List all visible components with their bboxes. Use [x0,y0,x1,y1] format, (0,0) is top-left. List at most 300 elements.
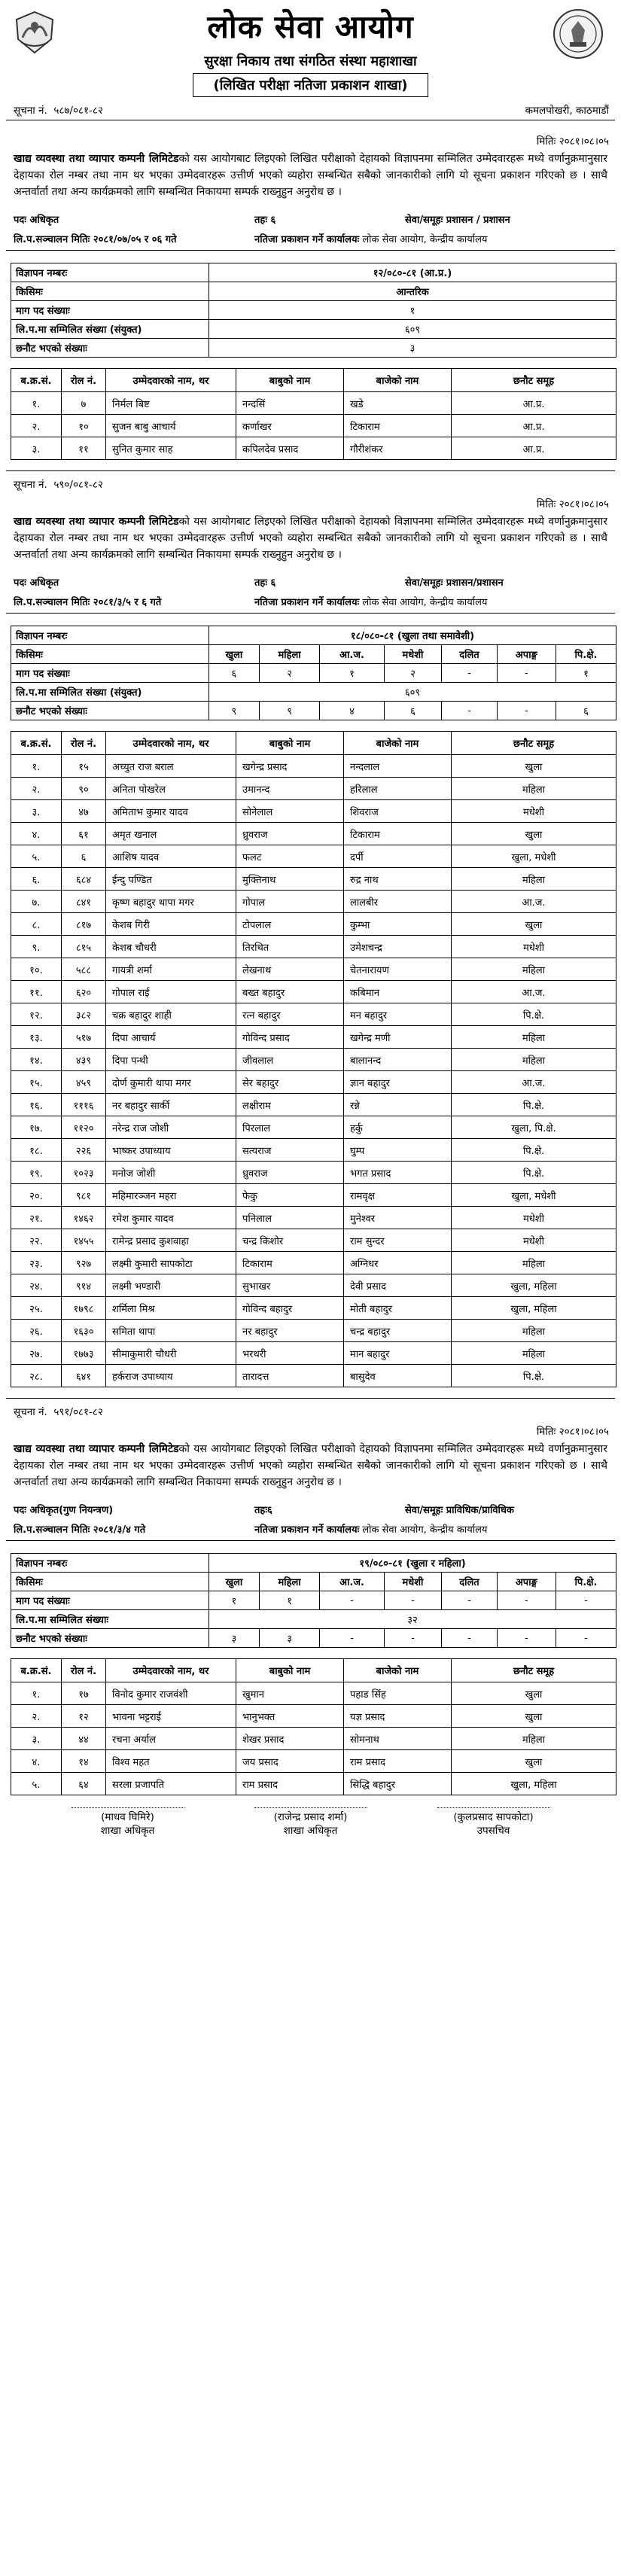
table-cell: खुला [452,1750,616,1773]
table-cell: ४३९ [62,1049,106,1071]
type-row [11,1573,616,1591]
group-header: पि.क्षे. [556,1573,616,1591]
results-header-row [11,1659,616,1682]
results-table [11,1658,616,1795]
table-cell: टोपलाल [236,913,344,936]
table-cell: १. [11,392,62,415]
table-cell: महिला [452,958,616,981]
table-cell: ज्ञान बहादुर [344,1071,452,1094]
posts-cell: - [556,1591,616,1610]
table-cell: खुमान [236,1682,344,1705]
table-cell: आशिष यादव [106,845,236,868]
table-cell: शिवराज [344,800,452,823]
table-cell: कबिमान [344,981,452,1003]
posts-label: माग पद संख्याः [11,301,209,320]
advertisement-info-table [11,263,616,358]
exam-info-row [6,589,615,614]
exam-info-row [6,226,615,251]
table-cell: आ.ज. [452,1071,616,1094]
post: पदः अधिकृत(गुण नियन्त्रण) [14,1505,114,1516]
table-cell: अमिताभ कुमार यादव [106,800,236,823]
table-cell: बासुदेव [344,1365,452,1387]
table-cell: ४. [11,1750,62,1773]
table-cell: महिला [452,1320,616,1342]
table-row [11,1184,616,1207]
participants-row [11,683,616,702]
selected-cell: - [442,702,498,720]
table-cell: देवी प्रसाद [344,1274,452,1297]
participants-label: लि.प.मा सम्मिलित संख्याः [11,1610,209,1629]
table-cell: राम प्रसाद [236,1773,344,1795]
table-cell: मुक्तिनाथ [236,868,344,891]
table-cell: १४ [62,1750,106,1773]
level: तहः६ [254,1505,272,1516]
table-cell: उमेशचन्द्र [344,936,452,958]
table-cell: गोपाल [236,891,344,913]
type-label: किसिमः [11,1573,209,1591]
table-row [11,1229,616,1252]
company-name: खाद्य व्यवस्था तथा व्यापार कम्पनी लिमिटेड [14,153,179,165]
posts-cell: - [442,664,498,683]
selected-row [11,1629,616,1648]
table-cell: २३. [11,1252,62,1274]
column-header: रोल नं. [62,732,106,755]
table-row [11,755,616,778]
table-cell: दर्पी [344,845,452,868]
result-office-label: नतिजा प्रकाशन गर्ने कार्यालयः [254,234,360,245]
table-cell: पि.क्षे. [452,1094,616,1116]
type-row [11,645,616,664]
selected-row [11,702,616,720]
table-cell: बालानन्द [344,1049,452,1071]
table-cell: रत्न बहादुर [236,1003,344,1026]
table-row [11,1094,616,1116]
table-row [11,891,616,913]
selected-cell: - [556,1629,616,1648]
selected-cell: ९ [259,702,320,720]
table-cell: विश्व महत [106,1750,236,1773]
table-cell: आ.प्र. [452,415,616,437]
table-cell: सोनेलाल [236,800,344,823]
adv-value: १८/०८०-८१ (खुला तथा समावेशी) [209,626,616,645]
psc-seal-icon [552,8,604,60]
level: तहः ६ [254,577,276,589]
table-cell: भाष्कर उपाध्याय [106,1139,236,1162]
selected-cell: - [497,1629,556,1648]
adv-label: विज्ञापन नम्बरः [11,263,209,282]
table-cell: अग्निधर [344,1252,452,1274]
table-cell: केशब गिरी [106,913,236,936]
table-cell: खुला, महिला [452,1297,616,1320]
notice-body [6,1438,615,1490]
notice-body-text: को यस आयोगबाट लिइएको लिखित परीक्षाको देहायको विज्ञापनमा सम्मिलित उम्मेदवारहरू मध्ये वर्णानुक्रमानुसार देहायका रोल नम्बर तथा नाम थर भएका उम्मेदवारहरू उत्तीर्ण भएको व्यहोरा सम्बन्धित सबैको जानकारीको लागि यो सूचना प्रकाशन गरिएको छ । साथै अन्तर्वार्ता तथा अन्य कार्यक्रमको लागि सम्बन्धित निकायमा सम्पर्क राख्नुहुन अनुरोध छ । [14,1443,607,1488]
table-cell: ६४ [62,1773,106,1795]
table-row [11,1207,616,1229]
group-header: आ.ज. [320,1573,384,1591]
table-cell: सोमनाथ [344,1728,452,1750]
table-cell: हर्कु [344,1116,452,1139]
table-cell: भगत प्रसाद [344,1162,452,1184]
signature-2: (राजेन्द्र प्रसाद शर्मा) शाखा अधिकृत [254,1807,367,1837]
table-cell: २६. [11,1320,62,1342]
table-cell: ५८८ [62,958,106,981]
exam-info-row [6,1516,615,1541]
selected-cell: ६ [556,702,616,720]
table-row [11,778,616,800]
table-cell: चन्द्र बहादुर [344,1320,452,1342]
column-header: रोल नं. [62,1659,106,1682]
table-cell: २. [11,415,62,437]
table-cell: ३८२ [62,1003,106,1026]
group-header: महिला [259,1573,320,1591]
table-cell: १४६२ [62,1207,106,1229]
table-cell: महिला [452,1728,616,1750]
table-row [11,1026,616,1049]
notice-date: मितिः २०८१।०८।०५ [536,1426,609,1438]
table-cell: चक्र बहादुर शाही [106,1003,236,1026]
post-info-row [6,1490,615,1516]
group-header: खुला [209,645,260,664]
results-table [11,731,616,1387]
table-cell: ३. [11,800,62,823]
table-cell: अमृत खनाल [106,823,236,845]
table-cell: १५ [62,755,106,778]
notice-ref-number: ५९०/०८१-८२ [53,479,103,491]
table-cell: १३. [11,1026,62,1049]
posts-cell: १ [259,1591,320,1610]
table-cell: जीवलाल [236,1049,344,1071]
table-cell: शेखर प्रसाद [236,1728,344,1750]
table-cell: ९२७ [62,1252,106,1274]
posts-cell: १ [320,664,384,683]
table-row [11,415,616,437]
column-header: छनौट समूह [452,732,616,755]
column-header: रोल नं. [62,369,106,392]
table-cell: १७ [62,1682,106,1705]
post: पदः अधिकृत [14,577,59,589]
table-row [11,1071,616,1094]
selected-cell: - [320,1629,384,1648]
table-row [11,437,616,460]
table-cell: महिमारञ्जन महरा [106,1184,236,1207]
posts-cell: ६ [209,664,260,683]
table-cell: रुद्र नाथ [344,868,452,891]
table-cell: टिकाराम [236,1252,344,1274]
table-row [11,800,616,823]
table-cell: १७. [11,1116,62,1139]
table-cell: मनोज जोशी [106,1162,236,1184]
selected-cell: ९ [209,702,260,720]
table-cell: खुला, पि.क्षे. [452,1116,616,1139]
column-header: बाजेको नाम [344,1659,452,1682]
table-cell: हरिलाल [344,778,452,800]
table-cell: गायत्री शर्मा [106,958,236,981]
advertisement-info-table [11,626,616,720]
table-cell: महिला [452,1026,616,1049]
table-cell: ११२० [62,1116,106,1139]
participants-label: लि.प.मा सम्मिलित संख्या (संयुक्त) [11,320,209,339]
group-header: पि.क्षे. [556,645,616,664]
table-row [11,1252,616,1274]
table-row [11,1116,616,1139]
table-cell: १८. [11,1139,62,1162]
posts-cell: १ [209,1591,260,1610]
table-row [11,1728,616,1750]
table-cell: खुला [452,1705,616,1728]
exam-date: लि.प.सञ्चालन मितिः २०८१/३/५ र ६ गते [14,597,162,608]
table-cell: पनिलाल [236,1207,344,1229]
table-cell: ध्रुवराज [236,823,344,845]
table-row [11,981,616,1003]
group-header: अपाङ्ग [497,645,556,664]
table-cell: ५१७ [62,1026,106,1049]
table-cell: लक्ष्मी कुमारी सापकोटा [106,1252,236,1274]
table-cell: खडे [344,392,452,415]
table-cell: १४. [11,1049,62,1071]
table-cell: भावना भट्टराई [106,1705,236,1728]
table-cell: पि.क्षे. [452,1365,616,1387]
table-cell: सत्यराज [236,1139,344,1162]
column-header: बाजेको नाम [344,732,452,755]
table-cell: मधेशी [452,1229,616,1252]
notice-section [6,131,615,494]
table-row [11,1705,616,1728]
table-cell: सरला प्रजापति [106,1773,236,1795]
table-cell: ६२० [62,981,106,1003]
column-header: बाबुको नाम [236,1659,344,1682]
selected-cell: - [442,1629,498,1648]
table-row [11,823,616,845]
result-office-value: लोक सेवा आयोग, केन्द्रीय कार्यालय [362,234,488,245]
table-cell: २०. [11,1184,62,1207]
service-group: सेवा/समूहः प्रशासन / प्रशासन [405,215,510,226]
table-cell: सुभाखर [236,1274,344,1297]
table-cell: महिला [452,1252,616,1274]
service-group: सेवा/समूहः प्रशासन/प्रशासन [405,577,504,589]
notice-ref-line [6,103,615,120]
result-office-value: लोक सेवा आयोग, केन्द्रीय कार्यालय [362,1524,488,1536]
notice-body-text: को यस आयोगबाट लिइएको लिखित परीक्षाको देहायको विज्ञापनमा सम्मिलित उम्मेदवारहरू मध्ये वर्णानुक्रमानुसार देहायका रोल नम्बर तथा नाम थर भएका उम्मेदवारहरू उत्तीर्ण भएको व्यहोरा सम्बन्धित सबैको जानकारीको लागि यो सूचना प्रकाशन गरिएको छ । साथै अन्तर्वार्ता तथा अन्य कार्यक्रमको लागि सम्बन्धित निकायमा सम्पर्क राख्नुहुन अनुरोध छ । [14,516,607,561]
table-cell: ९१४ [62,1274,106,1297]
table-cell: २८. [11,1365,62,1387]
posts-value: १ [209,301,616,320]
posts-row [11,664,616,683]
table-cell: १४५५ [62,1229,106,1252]
table-cell: केशब चौधरी [106,936,236,958]
table-cell: १५. [11,1071,62,1094]
table-cell: कपिलदेव प्रसाद [236,437,344,460]
table-row [11,1139,616,1162]
table-row [11,1297,616,1320]
table-cell: लक्षीराम [236,1094,344,1116]
adv-value: १२/०८०-८१ (आ.प्र.) [209,263,616,282]
table-cell: दोर्ण कुमारी थापा मगर [106,1071,236,1094]
result-office [254,232,607,245]
notice-body [6,510,615,563]
table-cell: हर्कराज उपाध्याय [106,1365,236,1387]
table-cell: ९० [62,778,106,800]
result-office [254,595,607,608]
table-cell: ५. [11,1773,62,1795]
table-cell: पि.क्षे. [452,1162,616,1184]
group-header: खुला [209,1573,260,1591]
table-cell: नर बहादुर [236,1320,344,1342]
column-header: उम्मेदवारको नाम, थर [106,369,236,392]
table-row [11,1320,616,1342]
notice-ref-label: सूचना नं. [14,105,47,117]
table-cell: रामेन्द्र प्रसाद कुशवाहा [106,1229,236,1252]
posts-cell: २ [259,664,320,683]
posts-label: माग पद संख्याः [11,1591,209,1610]
selected-cell: ४ [320,702,384,720]
posts-cell: - [320,1591,384,1610]
results-header-row [11,369,616,392]
table-cell: खगेन्द्र मणी [344,1026,452,1049]
selected-label: छनौट भएको संख्याः [11,339,209,358]
participants-value: ६०९ [209,683,616,702]
table-row [11,1162,616,1184]
table-cell: राम सुन्दर [344,1229,452,1252]
participants-row [11,1610,616,1629]
table-row [11,1274,616,1297]
selected-cell: - [384,1629,441,1648]
service-group: सेवा/समूहः प्राविधिक/प्राविधिक [405,1505,514,1516]
signature-block [6,1807,615,1837]
table-cell: खगेन्द्र प्रसाद [236,755,344,778]
table-cell: भरथरी [236,1342,344,1365]
selected-cell: ३ [259,1629,320,1648]
adv-row [11,626,616,645]
table-cell: आ.ज. [452,891,616,913]
table-cell: २५. [11,1297,62,1320]
table-row [11,392,616,415]
table-cell: ४५९ [62,1071,106,1094]
type-row [11,282,616,301]
table-row [11,1342,616,1365]
table-row [11,845,616,868]
table-cell: मधेशी [452,936,616,958]
table-row [11,1049,616,1071]
group-header: अपाङ्ग [497,1573,556,1591]
table-cell: मुनेश्वर [344,1207,452,1229]
table-cell: राम प्रसाद [344,1750,452,1773]
table-cell: २४. [11,1274,62,1297]
table-cell: खुला [452,755,616,778]
adv-row [11,263,616,282]
result-office [254,1522,607,1536]
notice-ref-number: ५९१/०८१-८२ [53,1406,103,1418]
table-cell: खुला, महिला [452,1274,616,1297]
notice-ref-label: सूचना नं. [14,479,47,491]
table-cell: तारादत्त [236,1365,344,1387]
table-cell: महिला [452,1049,616,1071]
table-cell: ९. [11,936,62,958]
table-cell: ११ [62,437,106,460]
table-cell: ईन्दु पण्डित [106,868,236,891]
posts-cell: - [497,1591,556,1610]
page-subtitle: सुरक्षा निकाय तथा संगठित संस्था महाशाखा [204,53,417,69]
notice-ref-line [6,470,615,494]
table-row [11,958,616,981]
table-cell: तिरथित [236,936,344,958]
posts-cell: २ [384,664,441,683]
type-label: किसिमः [11,645,209,664]
post-info-row [6,563,615,589]
table-cell: मन बहादुर [344,1003,452,1026]
table-cell: १०२३ [62,1162,106,1184]
table-row [11,1773,616,1795]
notice-section [6,1421,615,1795]
table-cell: ३. [11,437,62,460]
exam-date: लि.प.सञ्चालन मितिः २०८१/३/४ गते [14,1524,146,1536]
selected-value: ३ [209,339,616,358]
table-row [11,1750,616,1773]
table-cell: लक्ष्मी भण्डारी [106,1274,236,1297]
table-cell: दिपा पन्थी [106,1049,236,1071]
page-header [6,0,615,131]
table-cell: महिला [452,868,616,891]
table-cell: रमेश कुमार यादव [106,1207,236,1229]
exam-date: लि.प.सञ्चालन मितिः २०८१/०७/०५ र ०६ गते [14,234,177,245]
company-name: खाद्य व्यवस्था तथा व्यापार कम्पनी लिमिटेड [14,1443,179,1455]
table-cell: ६४१ [62,1365,106,1387]
adv-label: विज्ञापन नम्बरः [11,1554,209,1573]
column-header: बाबुको नाम [236,369,344,392]
column-header: छनौट समूह [452,369,616,392]
table-cell: १६. [11,1094,62,1116]
table-cell: नर बहादुर सार्की [106,1094,236,1116]
table-cell: जय प्रसाद [236,1750,344,1773]
table-cell: २७. [11,1342,62,1365]
table-cell: समिता थापा [106,1320,236,1342]
posts-cell: - [384,1591,441,1610]
table-cell: १११६ [62,1094,106,1116]
posts-row [11,301,616,320]
notice-section [6,494,615,1421]
table-cell: गौरीशंकर [344,437,452,460]
table-cell: भानुभक्त [236,1705,344,1728]
table-cell: विनोद कुमार राजवंशी [106,1682,236,1705]
table-cell: १२ [62,1705,106,1728]
table-cell: फलट [236,845,344,868]
group-header: आ.ज. [320,645,384,664]
posts-label: माग पद संख्याः [11,664,209,683]
table-cell: १९. [11,1162,62,1184]
table-cell: रचना अर्याल [106,1728,236,1750]
group-header: मधेशी [384,645,441,664]
table-cell: नन्दसिं [236,392,344,415]
table-cell: पिरलाल [236,1116,344,1139]
table-cell: पि.क्षे. [452,1139,616,1162]
column-header: उम्मेदवारको नाम, थर [106,732,236,755]
table-row [11,1365,616,1387]
selected-cell: ६ [384,702,441,720]
table-cell: ८१७ [62,913,106,936]
table-cell: २. [11,778,62,800]
selected-label: छनौट भएको संख्याः [11,1629,209,1648]
result-office-label: नतिजा प्रकाशन गर्ने कार्यालयः [254,597,360,608]
type-label: किसिमः [11,282,209,301]
table-cell: १७९८ [62,1297,106,1320]
table-cell: १० [62,415,106,437]
table-cell: दिपा आचार्य [106,1026,236,1049]
table-cell: ७. [11,891,62,913]
table-cell: मान बहादुर [344,1342,452,1365]
post: पदः अधिकृत [14,215,59,226]
notice-ref-label: सूचना नं. [14,1406,47,1418]
table-cell: २. [11,1705,62,1728]
results-header-row [11,732,616,755]
